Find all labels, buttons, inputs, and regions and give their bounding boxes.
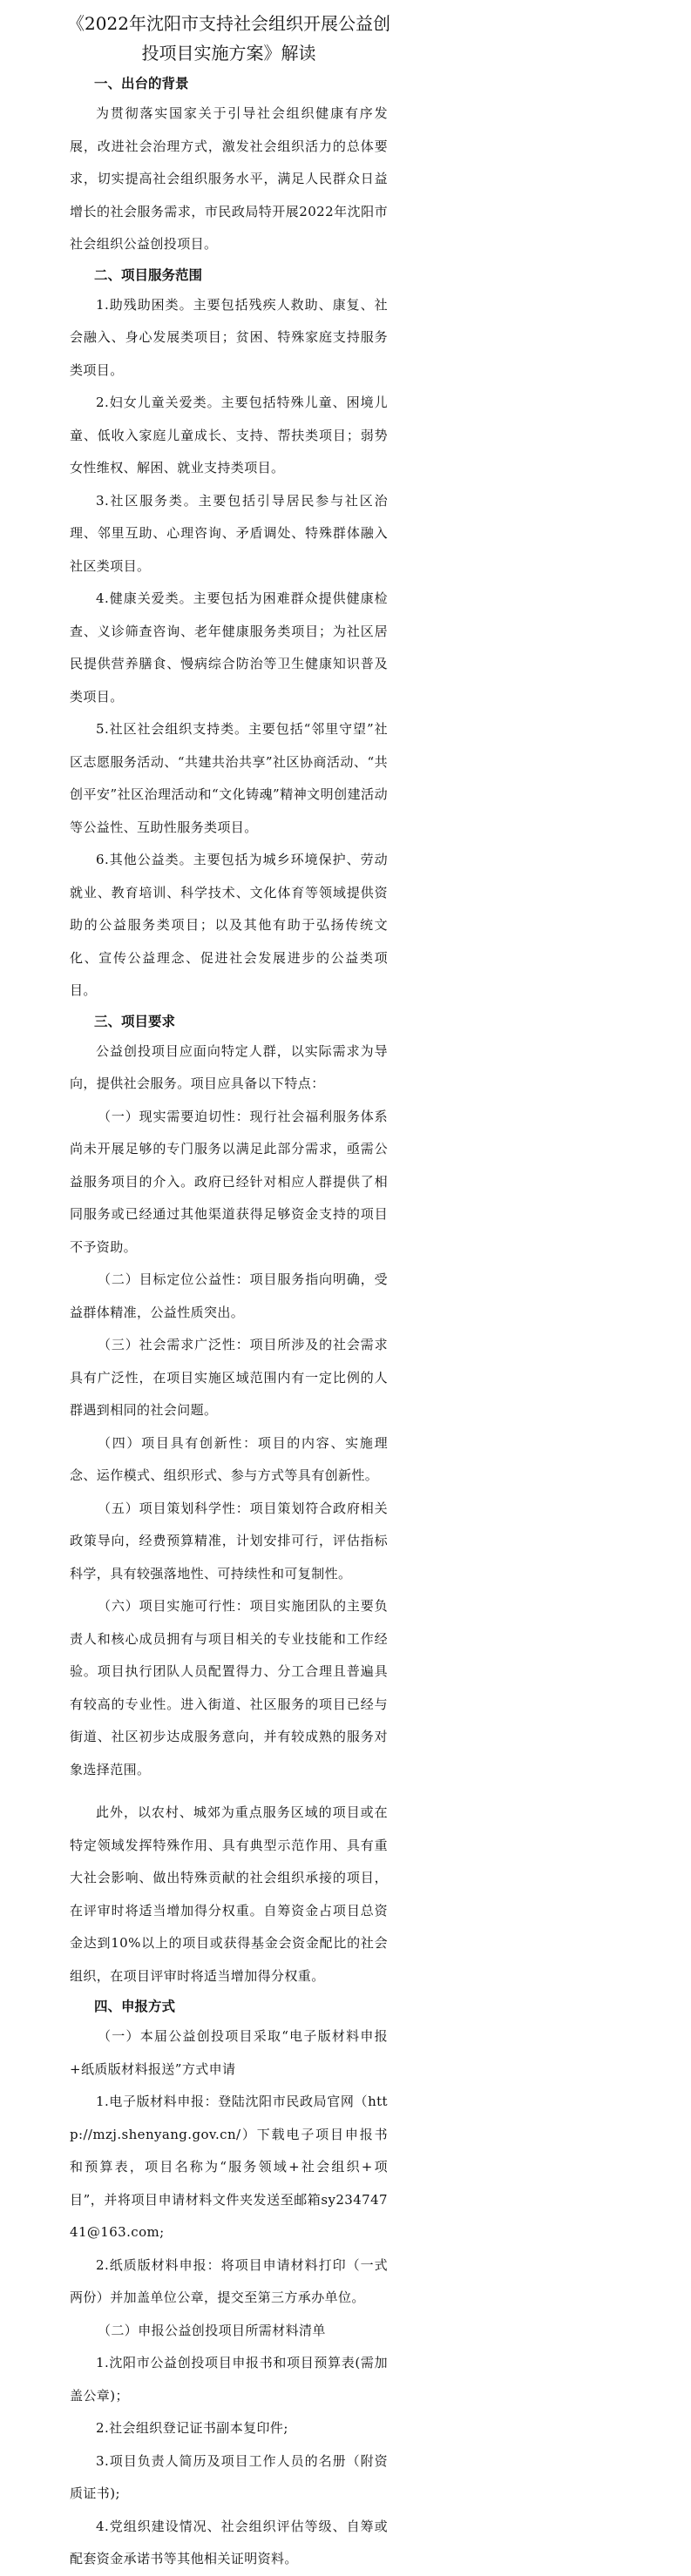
requirement-broad-need: （三）社会需求广泛性：项目所涉及的社会需求具有广泛性，在项目实施区域范围内有一定比例的人群遇到相同的社会问题。 xyxy=(70,1337,388,1418)
section-requirements xyxy=(70,1008,388,1993)
document-title-line-2: 投项目实施方案》解读 xyxy=(141,43,316,64)
list-item-material-registration-certificate: 2.社会组织登记证书副本复印件; xyxy=(96,2420,288,2436)
list-item-women-children: 2.妇女儿童关爱类。主要包括特殊儿童、困境儿童、低收入家庭儿童成长、支持、帮扶类项目；弱势女性维权、解困、就业支持类项目。 xyxy=(70,394,388,475)
requirement-feasibility: （六）项目实施可行性：项目实施团队的主要负责人和核心成员拥有与项目相关的专业技能和工作经验。项目执行团队人员配置得力、分工合理且普遍具有较高的专业性。进入街道、社区服务的项目已经与街道、社区初步达成服务意向，并有较成熟的服务对象选择范围。 xyxy=(70,1598,388,1777)
section-background xyxy=(70,70,388,261)
list-item-material-application-form: 1.沈阳市公益创投项目申报书和项目预算表(需加盖公章)； xyxy=(70,2355,388,2404)
paragraph: 为贯彻落实国家关于引导社会组织健康有序发展，改进社会治理方式，激发社会组织活力的总体要求，切实提高社会组织服务水平，满足人民群众日益增长的社会服务需求，市民政局特开展2022年沈阳市社会组织公益创投项目。 xyxy=(70,105,388,252)
requirement-innovation: （四）项目具有创新性：项目的内容、实施理念、运作模式、组织形式、参与方式等具有创新性。 xyxy=(70,1434,388,1483)
paragraph-additional-weighting: 此外，以农村、城郊为重点服务区域的项目或在特定领域发挥特殊作用、具有典型示范作用、具有重大社会影响、做出特殊贡献的社会组织承接的项目，在评审时将适当增加得分权重。自筹资金占项目总资金达到10%以上的项目或获得基金会资金配比的社会组织，在项目评审时将适当增加得分权重。 xyxy=(70,1804,388,1984)
list-item-community-service: 3.社区服务类。主要包括引导居民参与社区治理、邻里互助、心理咨询、矛盾调处、特殊群体融入社区类项目。 xyxy=(70,492,388,574)
document-title xyxy=(35,9,423,68)
list-item-other-public-welfare: 6.其他公益类。主要包括为城乡环境保护、劳动就业、教育培训、科学技术、文化体育等领域提供资助的公益服务类项目；以及其他有助于弘扬传统文化、宣传公益理念、促进社会发展进步的公益类项目。 xyxy=(70,852,388,998)
section-heading-requirements: 三、项目要求 xyxy=(94,1013,176,1029)
requirement-public-welfare: （二）目标定位公益性：项目服务指向明确，受益群体精准，公益性质突出。 xyxy=(70,1271,388,1320)
paragraph: 公益创投项目应面向特定人群，以实际需求为导向，提供社会服务。项目应具备以下特点： xyxy=(70,1042,388,1091)
document-title-line-1: 《2022年沈阳市支持社会组织开展公益创 xyxy=(67,13,390,34)
list-item-community-org-support: 5.社区社会组织支持类。主要包括“邻里守望”社区志愿服务活动、“共建共治共享”社区协商活动、“共创平安”社区治理活动和“文化铸魂”精神文明创建活动等公益性、互助性服务类项目。 xyxy=(70,721,388,835)
list-item-material-staff-roster: 3.项目负责人简历及项目工作人员的名册（附资质证书); xyxy=(70,2452,388,2501)
subheading-application-mode: （一）本届公益创投项目采取“电子版材料申报+纸质版材料报送”方式申请 xyxy=(70,2028,388,2077)
subheading-materials-list: （二）申报公益创投项目所需材料清单 xyxy=(98,2322,326,2338)
requirement-scientific-planning: （五）项目策划科学性：项目策划符合政府相关政策导向，经费预算精准，计划安排可行，评估指标科学，具有较强落地性、可持续性和可复制性。 xyxy=(70,1500,388,1581)
section-heading-background: 一、出台的背景 xyxy=(94,76,189,91)
section-heading-application-method: 四、申报方式 xyxy=(94,1999,176,2014)
section-service-scope xyxy=(70,261,388,1008)
document-page xyxy=(67,0,390,2576)
section-application-method xyxy=(70,1993,388,2576)
list-item-disability-aid: 1.助残助困类。主要包括残疾人救助、康复、社会融入、身心发展类项目；贫困、特殊家庭支持服务类项目。 xyxy=(70,296,388,378)
requirement-urgency: （一）现实需要迫切性：现行社会福利服务体系尚未开展足够的专门服务以满足此部分需求，亟需公益服务项目的介入。政府已经针对相应人群提供了相同服务或已经通过其他渠道获得足够资金支持的项目不予资助。 xyxy=(70,1108,388,1255)
section-heading-service-scope: 二、项目服务范围 xyxy=(94,266,203,283)
list-item-health-care: 4.健康关爱类。主要包括为困难群众提供健康检查、义诊筛查咨询、老年健康服务类项目；为社区居民提供营养膳食、慢病综合防治等卫生健康知识普及类项目。 xyxy=(70,590,388,705)
list-item-paper-submission: 2.纸质版材料申报：将项目申请材料打印（一式两份）并加盖单位公章，提交至第三方承办单位。 xyxy=(70,2256,388,2305)
list-item-material-other-proofs: 4.党组织建设情况、社会组织评估等级、自筹或配套资金承诺书等其他相关证明资料。 xyxy=(70,2518,388,2566)
list-item-electronic-submission: 1.电子版材料申报：登陆沈阳市民政局官网（http://mzj.shenyang.gov.cn/）下载电子项目申报书和预算表，项目名称为“服务领域+社会组织+项目”，并将项目申请材料文件夹发送至邮箱sy23474741@163.com; xyxy=(70,2094,388,2240)
